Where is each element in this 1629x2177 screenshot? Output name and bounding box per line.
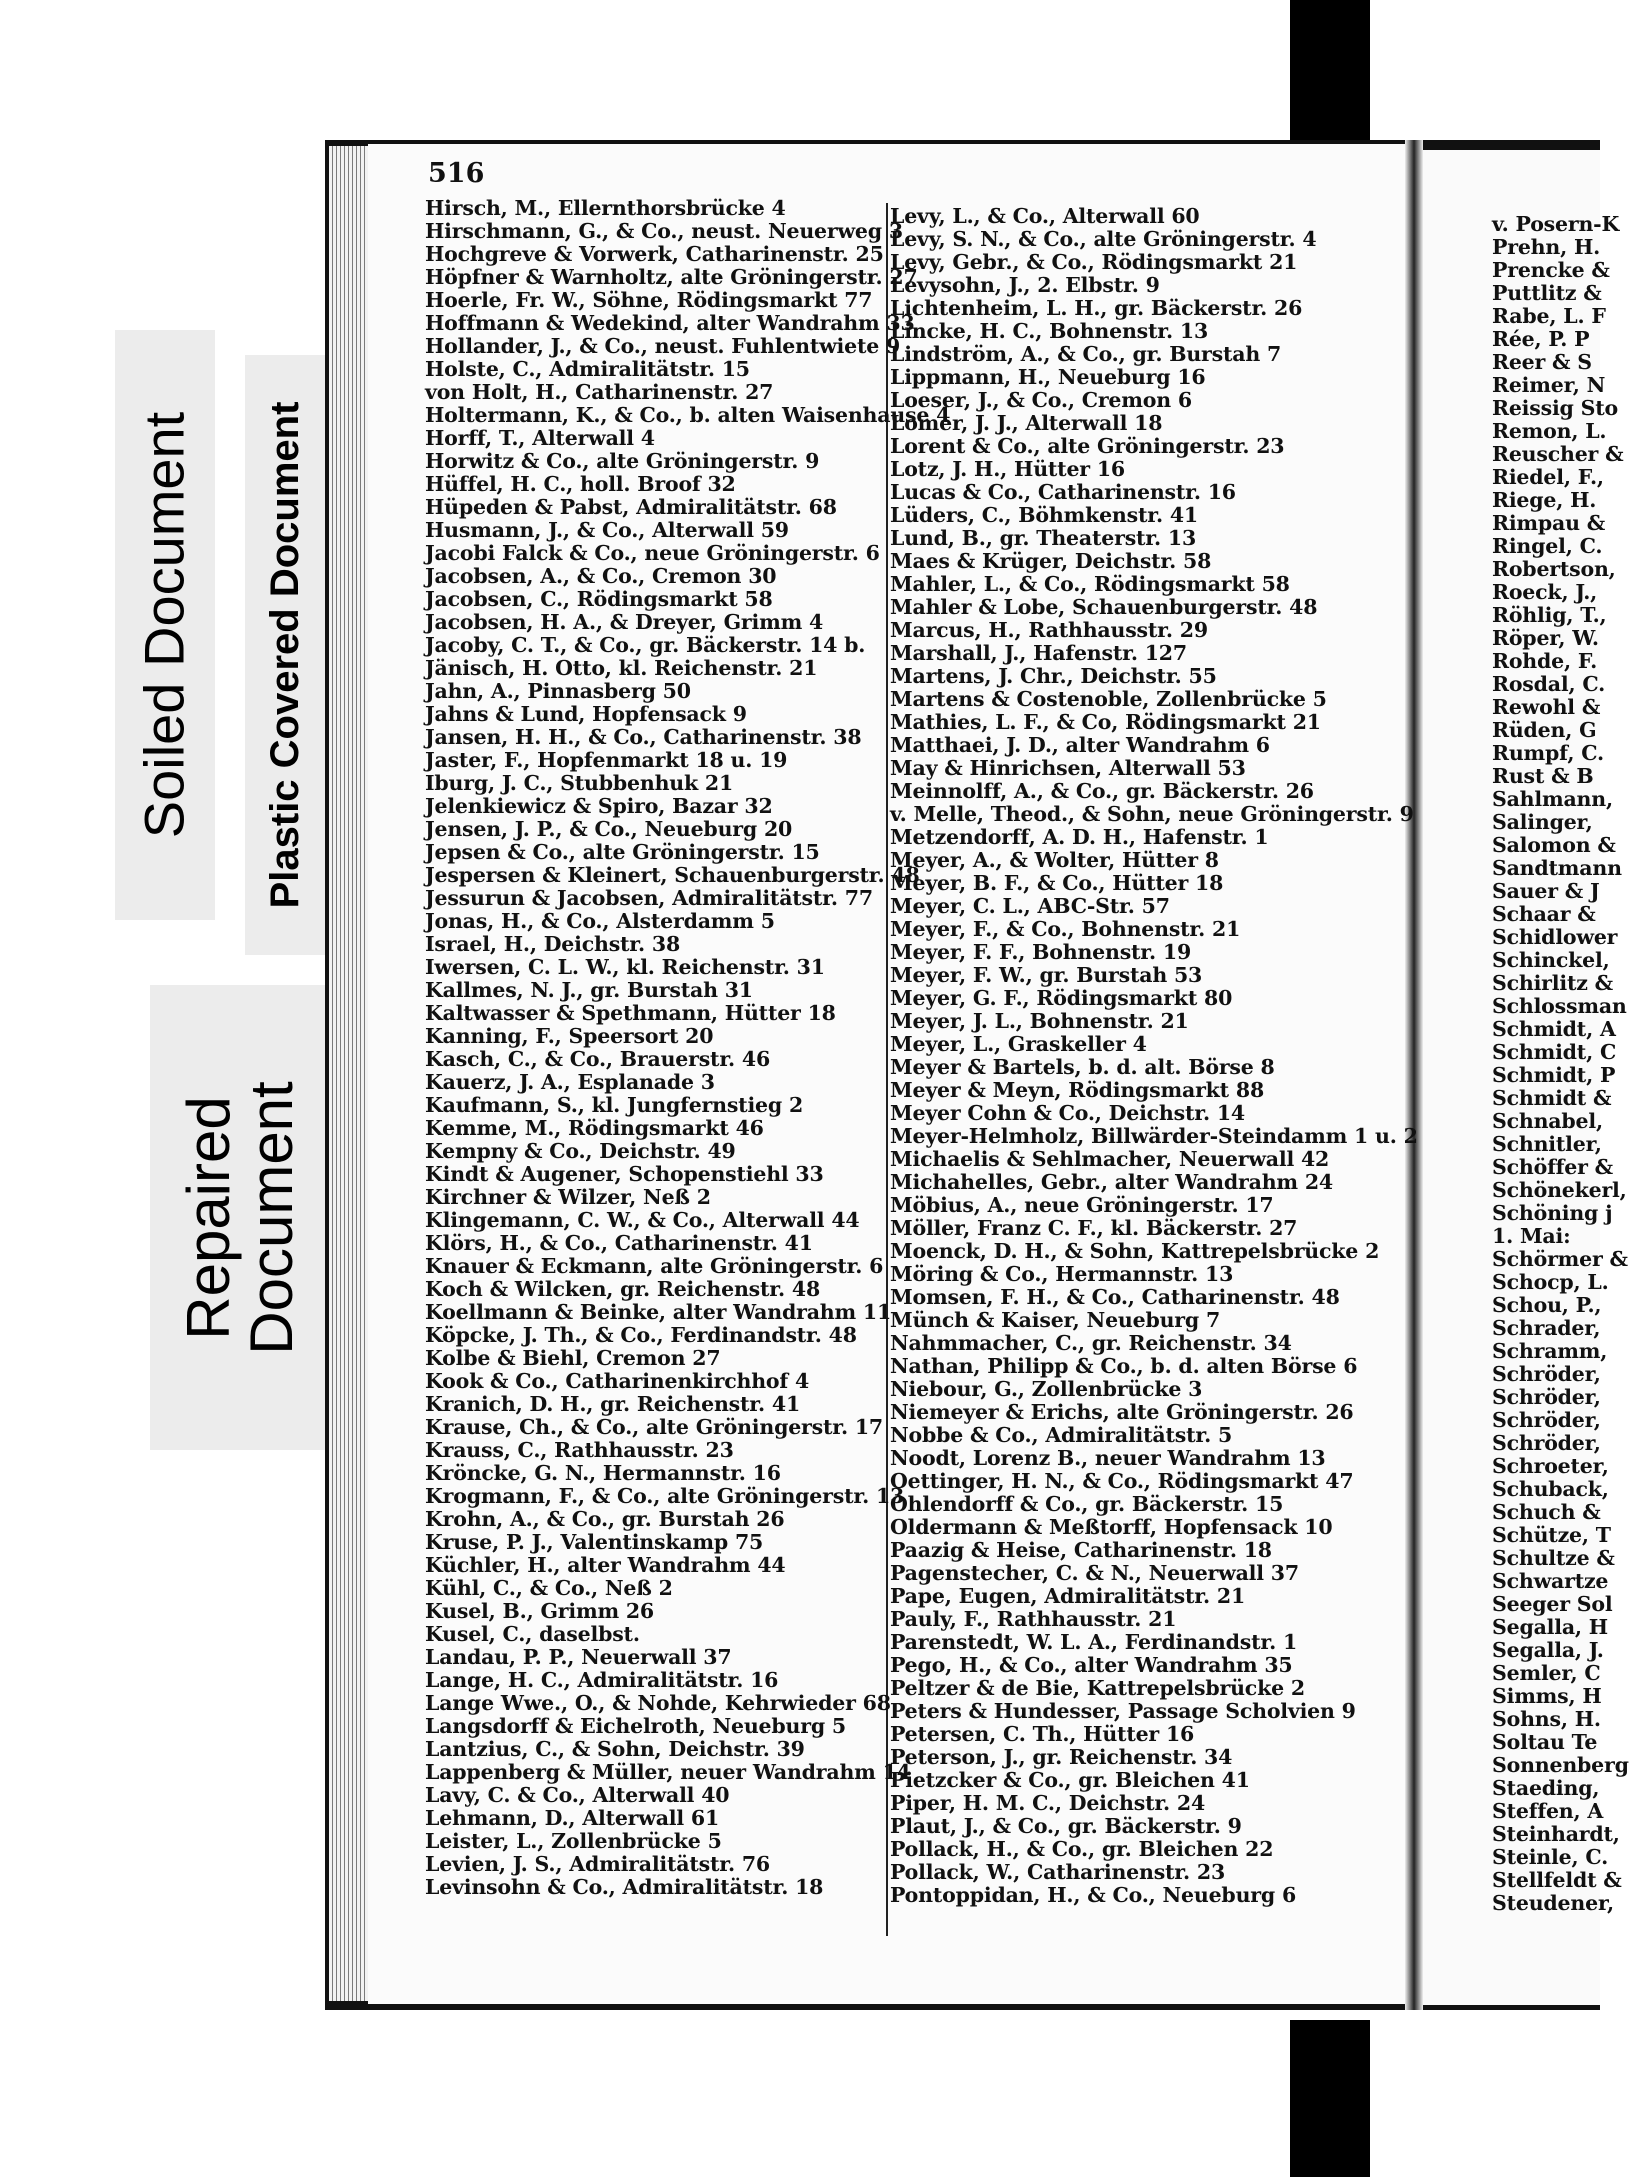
directory-entry: Meyer, C. L., ABC-Str. 57 <box>890 894 1170 918</box>
directory-entry: Schmidt & <box>1492 1086 1612 1110</box>
directory-entry: Kranich, D. H., gr. Reichenstr. 41 <box>425 1392 801 1416</box>
directory-entry: Koellmann & Beinke, alter Wandrahm 11 <box>425 1300 892 1324</box>
directory-entry: Nahmmacher, C., gr. Reichenstr. 34 <box>890 1331 1292 1355</box>
directory-entry: Schörmer & <box>1492 1247 1628 1271</box>
directory-entry: Jahn, A., Pinnasberg 50 <box>425 679 691 703</box>
directory-entry: Röhlig, T., <box>1492 603 1607 627</box>
directory-entry: Reissig Sto <box>1492 396 1618 420</box>
directory-entry: Ohlendorff & Co., gr. Bäckerstr. 15 <box>890 1492 1284 1516</box>
directory-entry: Schönekerl, <box>1492 1178 1627 1202</box>
directory-entry: Jacobsen, H. A., & Dreyer, Grimm 4 <box>425 610 824 634</box>
directory-entry: Sauer & J <box>1492 879 1600 903</box>
directory-entry: Lantzius, C., & Sohn, Deichstr. 39 <box>425 1737 805 1761</box>
directory-entry: Kruse, P. J., Valentinskamp 75 <box>425 1530 764 1554</box>
directory-entry: Meyer, J. L., Bohnenstr. 21 <box>890 1009 1189 1033</box>
directory-entry: Schramm, <box>1492 1339 1608 1363</box>
directory-entry: Schuch & <box>1492 1500 1601 1524</box>
directory-entry: Moenck, D. H., & Sohn, Kattrepelsbrücke 2 <box>890 1239 1380 1263</box>
directory-entry: Nathan, Philipp & Co., b. d. alten Börse 6 <box>890 1354 1358 1378</box>
plastic-covered-document-label <box>245 355 325 955</box>
directory-entry: Krohn, A., & Co., gr. Burstah 26 <box>425 1507 785 1531</box>
directory-entry: Jacobi Falck & Co., neue Gröningerstr. 6 <box>425 541 880 565</box>
directory-entry: Pontoppidan, H., & Co., Neueburg 6 <box>890 1883 1297 1907</box>
directory-entry: Möller, Franz C. F., kl. Bäckerstr. 27 <box>890 1216 1298 1240</box>
directory-entry: Nobbe & Co., Admiralitätstr. 5 <box>890 1423 1233 1447</box>
directory-entry: Remon, L. <box>1492 419 1607 443</box>
directory-entry: von Holt, H., Catharinenstr. 27 <box>425 380 774 404</box>
directory-entry: Kaufmann, S., kl. Jungfernstieg 2 <box>425 1093 804 1117</box>
directory-entry: Jänisch, H. Otto, kl. Reichenstr. 21 <box>425 656 818 680</box>
directory-entry: Schröder, <box>1492 1408 1601 1432</box>
directory-entry: Schöffer & <box>1492 1155 1613 1179</box>
directory-entry: Riedel, F., <box>1492 465 1604 489</box>
directory-entry: Münch & Kaiser, Neueburg 7 <box>890 1308 1221 1332</box>
directory-entry: Jelenkiewicz & Spiro, Bazar 32 <box>425 794 773 818</box>
directory-entry: Mahler & Lobe, Schauenburgerstr. 48 <box>890 595 1318 619</box>
directory-entry: Leister, L., Zollenbrücke 5 <box>425 1829 722 1853</box>
document-labels <box>0 0 330 2177</box>
directory-entry: Kusel, C., daselbst. <box>425 1622 640 1646</box>
directory-entry: Staeding, <box>1492 1776 1600 1800</box>
directory-entry: Matthaei, J. D., alter Wandrahm 6 <box>890 733 1270 757</box>
directory-entry: Steinle, C. <box>1492 1845 1609 1869</box>
directory-entry: Peters & Hundesser, Passage Scholvien 9 <box>890 1699 1356 1723</box>
page-number: 516 <box>428 158 485 189</box>
directory-entry: Levy, S. N., & Co., alte Gröningerstr. 4 <box>890 227 1317 251</box>
directory-entry: Hollander, J., & Co., neust. Fuhlentwiete 9 <box>425 334 901 358</box>
soiled-document-label <box>115 330 215 920</box>
directory-entry: Niemeyer & Erichs, alte Gröningerstr. 26 <box>890 1400 1354 1424</box>
directory-entry: Meyer, G. F., Rödingsmarkt 80 <box>890 986 1233 1010</box>
directory-entry: Lange Wwe., O., & Nohde, Kehrwieder 68 <box>425 1691 891 1715</box>
directory-entry: Segalla, H <box>1492 1615 1608 1639</box>
directory-entry: Jaster, F., Hopfenmarkt 18 u. 19 <box>425 748 788 772</box>
directory-entry: Möring & Co., Hermannstr. 13 <box>890 1262 1234 1286</box>
directory-entry: Jespersen & Kleinert, Schauenburgerstr. 48 <box>425 863 920 887</box>
directory-entry: Schocp, L. <box>1492 1270 1609 1294</box>
directory-entry: Martens, J. Chr., Deichstr. 55 <box>890 664 1217 688</box>
directory-entry: Schmidt, P <box>1492 1063 1616 1087</box>
directory-entry: Langsdorff & Eichelroth, Neueburg 5 <box>425 1714 846 1738</box>
directory-entry: Schultze & <box>1492 1546 1615 1570</box>
directory-entry: Oettinger, H. N., & Co., Rödingsmarkt 47 <box>890 1469 1354 1493</box>
directory-entry: Oldermann & Meßtorff, Hopfensack 10 <box>890 1515 1333 1539</box>
directory-entry: Jonas, H., & Co., Alsterdamm 5 <box>425 909 775 933</box>
directory-entry: Rust & B <box>1492 764 1594 788</box>
directory-entry: Hoerle, Fr. W., Söhne, Rödingsmarkt 77 <box>425 288 873 312</box>
directory-entry: Lorent & Co., alte Gröningerstr. 23 <box>890 434 1285 458</box>
directory-entry: Kindt & Augener, Schopenstiehl 33 <box>425 1162 824 1186</box>
directory-entry: Lüders, C., Böhmkenstr. 41 <box>890 503 1198 527</box>
directory-entry: Reuscher & <box>1492 442 1624 466</box>
directory-entry: Schröder, <box>1492 1431 1601 1455</box>
directory-entry: Krause, Ch., & Co., alte Gröningerstr. 17 <box>425 1415 883 1439</box>
directory-entry: Krogmann, F., & Co., alte Gröningerstr. 13 <box>425 1484 905 1508</box>
directory-entry: Meyer, F., & Co., Bohnenstr. 21 <box>890 917 1241 941</box>
directory-entry: May & Hinrichsen, Alterwall 53 <box>890 756 1246 780</box>
soiled-document-text: Soiled Document <box>132 411 196 839</box>
directory-entry: Michaelis & Sehlmacher, Neuerwall 42 <box>890 1147 1330 1171</box>
directory-entry: Kirchner & Wilzer, Neß 2 <box>425 1185 711 1209</box>
directory-entry: Horff, T., Alterwall 4 <box>425 426 655 450</box>
directory-entry: Pauly, F., Rathhausstr. 21 <box>890 1607 1177 1631</box>
directory-entry: Jahns & Lund, Hopfensack 9 <box>425 702 747 726</box>
directory-entry: Roeck, J., <box>1492 580 1598 604</box>
directory-entry: Jacobsen, A., & Co., Cremon 30 <box>425 564 777 588</box>
directory-entry: Schwartze <box>1492 1569 1609 1593</box>
directory-entry: Holste, C., Admiralitätstr. 15 <box>425 357 750 381</box>
directory-entry: Pollack, W., Catharinenstr. 23 <box>890 1860 1226 1884</box>
directory-entry: Levysohn, J., 2. Elbstr. 9 <box>890 273 1160 297</box>
directory-entry: Prencke & <box>1492 258 1610 282</box>
directory-entry: Riege, H. <box>1492 488 1597 512</box>
directory-entry: Kemme, M., Rödingsmarkt 46 <box>425 1116 764 1140</box>
directory-entry: Pego, H., & Co., alter Wandrahm 35 <box>890 1653 1293 1677</box>
binder-clip-bottom <box>1290 2020 1370 2177</box>
directory-entry: Meinnolff, A., & Co., gr. Bäckerstr. 26 <box>890 779 1314 803</box>
directory-entry: Hirschmann, G., & Co., neust. Neuerweg 3 <box>425 219 903 243</box>
directory-entry: Klörs, H., & Co., Catharinenstr. 41 <box>425 1231 813 1255</box>
directory-entry: Hoffmann & Wedekind, alter Wandrahm 33 <box>425 311 915 335</box>
page-edges <box>329 146 371 2001</box>
directory-entry: Pollack, H., & Co., gr. Bleichen 22 <box>890 1837 1274 1861</box>
directory-entry: Holtermann, K., & Co., b. alten Waisenhause 4 <box>425 403 951 427</box>
directory-entry: Hüpeden & Pabst, Admiralitätstr. 68 <box>425 495 837 519</box>
directory-entry: 1. Mai: <box>1492 1224 1571 1248</box>
directory-entry: Küchler, H., alter Wandrahm 44 <box>425 1553 786 1577</box>
directory-entry: Schinckel, <box>1492 948 1610 972</box>
directory-entry: Rüden, G <box>1492 718 1597 742</box>
directory-entry: Rumpf, C. <box>1492 741 1604 765</box>
directory-entry: Reimer, N <box>1492 373 1606 397</box>
directory-entry: Plaut, J., & Co., gr. Bäckerstr. 9 <box>890 1814 1242 1838</box>
directory-entry: Peltzer & de Bie, Kattrepelsbrücke 2 <box>890 1676 1305 1700</box>
directory-entry: Pape, Eugen, Admiralitätstr. 21 <box>890 1584 1246 1608</box>
directory-entry: v. Melle, Theod., & Sohn, neue Gröningerstr. 9 <box>890 802 1414 826</box>
directory-entry: Lavy, C. & Co., Alterwall 40 <box>425 1783 730 1807</box>
directory-entry: Martens & Costenoble, Zollenbrücke 5 <box>890 687 1327 711</box>
directory-entry: Steinhardt, <box>1492 1822 1620 1846</box>
directory-entry: Metzendorff, A. D. H., Hafenstr. 1 <box>890 825 1269 849</box>
directory-entry: Piper, H. M. C., Deichstr. 24 <box>890 1791 1206 1815</box>
directory-entry: Kaltwasser & Spethmann, Hütter 18 <box>425 1001 836 1025</box>
directory-entry: Salomon & <box>1492 833 1616 857</box>
directory-entry: Kolbe & Biehl, Cremon 27 <box>425 1346 721 1370</box>
directory-entry: Prehn, H. <box>1492 235 1601 259</box>
directory-entry: Michahelles, Gebr., alter Wandrahm 24 <box>890 1170 1333 1194</box>
directory-entry: Iwersen, C. L. W., kl. Reichenstr. 31 <box>425 955 825 979</box>
directory-entry: Lucas & Co., Catharinenstr. 16 <box>890 480 1236 504</box>
directory-entry: Pagenstecher, C. & N., Neuerwall 37 <box>890 1561 1299 1585</box>
directory-entry: Schöning j <box>1492 1201 1613 1225</box>
directory-entry: Levy, Gebr., & Co., Rödingsmarkt 21 <box>890 250 1298 274</box>
directory-entry: Jacobsen, C., Rödingsmarkt 58 <box>425 587 773 611</box>
directory-entry: Jepsen & Co., alte Gröningerstr. 15 <box>425 840 820 864</box>
directory-entry: Lund, B., gr. Theaterstr. 13 <box>890 526 1197 550</box>
directory-entry: Höpfner & Warnholtz, alte Gröningerstr. 27 <box>425 265 918 289</box>
directory-entry: Mathies, L. F., & Co, Rödingsmarkt 21 <box>890 710 1321 734</box>
directory-entry: Rewohl & <box>1492 695 1601 719</box>
directory-entry: Noodt, Lorenz B., neuer Wandrahm 13 <box>890 1446 1326 1470</box>
directory-entry: Steudener, <box>1492 1891 1614 1915</box>
directory-entry: Rée, P. P <box>1492 327 1590 351</box>
directory-entry: Schnitler, <box>1492 1132 1602 1156</box>
directory-entry: Lomer, J. J., Alterwall 18 <box>890 411 1163 435</box>
directory-entry: Petersen, C. Th., Hütter 16 <box>890 1722 1195 1746</box>
directory-entry: Meyer, F. F., Bohnenstr. 19 <box>890 940 1192 964</box>
directory-entry: Hirsch, M., Ellernthorsbrücke 4 <box>425 196 786 220</box>
directory-entry: Robertson, <box>1492 557 1616 581</box>
directory-entry: v. Posern-K <box>1492 212 1620 236</box>
directory-entry: Levien, J. S., Admiralitätstr. 76 <box>425 1852 770 1876</box>
directory-entry: Niebour, G., Zollenbrücke 3 <box>890 1377 1203 1401</box>
directory-entry: Schirlitz & <box>1492 971 1613 995</box>
directory-entry: Möbius, A., neue Gröningerstr. 17 <box>890 1193 1274 1217</box>
directory-entry: Hüffel, H. C., holl. Broof 32 <box>425 472 736 496</box>
directory-entry: Lotz, J. H., Hütter 16 <box>890 457 1125 481</box>
directory-entry: Husmann, J., & Co., Alterwall 59 <box>425 518 789 542</box>
directory-entry: Lange, H. C., Admiralitätstr. 16 <box>425 1668 779 1692</box>
directory-entry: Puttlitz & <box>1492 281 1602 305</box>
directory-entry: Sohns, H. <box>1492 1707 1601 1731</box>
directory-entry: Rohde, F. <box>1492 649 1598 673</box>
directory-entry: Iburg, J. C., Stubbenhuk 21 <box>425 771 734 795</box>
directory-entry: Stellfeldt & <box>1492 1868 1622 1892</box>
directory-entry: Pietzcker & Co., gr. Bleichen 41 <box>890 1768 1250 1792</box>
directory-entry: Meyer-Helmholz, Billwärder-Steindamm 1 u. 2 <box>890 1124 1418 1148</box>
directory-entry: Klingemann, C. W., & Co., Alterwall 44 <box>425 1208 860 1232</box>
directory-entry: Sahlmann, <box>1492 787 1613 811</box>
directory-entry: Kauerz, J. A., Esplanade 3 <box>425 1070 715 1094</box>
directory-entry: Schlossman <box>1492 994 1627 1018</box>
directory-entry: Meyer, F. W., gr. Burstah 53 <box>890 963 1203 987</box>
directory-entry: Momsen, F. H., & Co., Catharinenstr. 48 <box>890 1285 1340 1309</box>
directory-entry: Schrader, <box>1492 1316 1601 1340</box>
directory-entry: Rosdal, C. <box>1492 672 1606 696</box>
directory-entry: Kempny & Co., Deichstr. 49 <box>425 1139 736 1163</box>
directory-entry: Levy, L., & Co., Alterwall 60 <box>890 204 1200 228</box>
directory-entry: Hochgreve & Vorwerk, Catharinenstr. 25 <box>425 242 884 266</box>
directory-entry: Meyer Cohn & Co., Deichstr. 14 <box>890 1101 1245 1125</box>
directory-entry: Meyer, B. F., & Co., Hütter 18 <box>890 871 1224 895</box>
directory-entry: Maes & Krüger, Deichstr. 58 <box>890 549 1212 573</box>
directory-entry: Schmidt, A <box>1492 1017 1616 1041</box>
directory-entry: Schou, P., <box>1492 1293 1602 1317</box>
directory-entry: Schnabel, <box>1492 1109 1603 1133</box>
directory-column-3 <box>1492 213 1629 1915</box>
directory-entry: Kühl, C., & Co., Neß 2 <box>425 1576 673 1600</box>
plastic-covered-document-text: Plastic Covered Document <box>263 401 307 909</box>
directory-entry: Jessurun & Jacobsen, Admiralitätstr. 77 <box>425 886 873 910</box>
directory-entry: Segalla, J. <box>1492 1638 1604 1662</box>
directory-entry: Schröder, <box>1492 1362 1601 1386</box>
directory-entry: Mahler, L., & Co., Rödingsmarkt 58 <box>890 572 1290 596</box>
directory-column-1 <box>425 197 950 1899</box>
directory-entry: Peterson, J., gr. Reichenstr. 34 <box>890 1745 1233 1769</box>
directory-entry: Kanning, F., Speersort 20 <box>425 1024 714 1048</box>
directory-entry: Schröder, <box>1492 1385 1601 1409</box>
directory-entry: Jansen, H. H., & Co., Catharinenstr. 38 <box>425 725 862 749</box>
directory-entry: Parenstedt, W. L. A., Ferdinandstr. 1 <box>890 1630 1298 1654</box>
directory-entry: Soltau Te <box>1492 1730 1598 1754</box>
directory-entry: Jensen, J. P., & Co., Neueburg 20 <box>425 817 793 841</box>
directory-entry: Lindström, A., & Co., gr. Burstah 7 <box>890 342 1282 366</box>
directory-entry: Meyer & Meyn, Rödingsmarkt 88 <box>890 1078 1265 1102</box>
directory-entry: Steffen, A <box>1492 1799 1604 1823</box>
directory-entry: Kusel, B., Grimm 26 <box>425 1599 654 1623</box>
directory-entry: Schuback, <box>1492 1477 1609 1501</box>
directory-entry: Lippmann, H., Neueburg 16 <box>890 365 1206 389</box>
repaired-document-label <box>150 985 330 1450</box>
directory-entry: Horwitz & Co., alte Gröningerstr. 9 <box>425 449 820 473</box>
directory-column-2 <box>890 205 1418 1907</box>
directory-entry: Kasch, C., & Co., Brauerstr. 46 <box>425 1047 771 1071</box>
directory-entry: Israel, H., Deichstr. 38 <box>425 932 681 956</box>
directory-entry: Kallmes, N. J., gr. Burstah 31 <box>425 978 753 1002</box>
directory-entry: Lincke, H. C., Bohnenstr. 13 <box>890 319 1209 343</box>
directory-entry: Lichtenheim, L. H., gr. Bäckerstr. 26 <box>890 296 1303 320</box>
directory-entry: Loeser, J., & Co., Cremon 6 <box>890 388 1192 412</box>
directory-entry: Paazig & Heise, Catharinenstr. 18 <box>890 1538 1272 1562</box>
directory-entry: Schütze, T <box>1492 1523 1611 1547</box>
directory-entry: Simms, H <box>1492 1684 1602 1708</box>
directory-entry: Reer & S <box>1492 350 1592 374</box>
directory-entry: Koch & Wilcken, gr. Reichenstr. 48 <box>425 1277 821 1301</box>
directory-entry: Schaar & <box>1492 902 1596 926</box>
directory-entry: Sandtmann <box>1492 856 1622 880</box>
directory-entry: Lehmann, D., Alterwall 61 <box>425 1806 720 1830</box>
directory-entry: Knauer & Eckmann, alte Gröningerstr. 6 <box>425 1254 884 1278</box>
directory-entry: Jacoby, C. T., & Co., gr. Bäckerstr. 14 b. <box>425 633 866 657</box>
directory-entry: Semler, C <box>1492 1661 1601 1685</box>
directory-entry: Levinsohn & Co., Admiralitätstr. 18 <box>425 1875 824 1899</box>
directory-entry: Kröncke, G. N., Hermannstr. 16 <box>425 1461 781 1485</box>
directory-entry: Köpcke, J. Th., & Co., Ferdinandstr. 48 <box>425 1323 857 1347</box>
directory-entry: Rabe, L. F <box>1492 304 1606 328</box>
directory-entry: Ringel, C. <box>1492 534 1603 558</box>
directory-entry: Marshall, J., Hafenstr. 127 <box>890 641 1187 665</box>
directory-entry: Seeger Sol <box>1492 1592 1613 1616</box>
directory-entry: Schmidt, C <box>1492 1040 1617 1064</box>
directory-entry: Meyer, L., Graskeller 4 <box>890 1032 1147 1056</box>
directory-entry: Marcus, H., Rathhausstr. 29 <box>890 618 1208 642</box>
directory-entry: Rimpau & <box>1492 511 1606 535</box>
directory-entry: Meyer, A., & Wolter, Hütter 8 <box>890 848 1219 872</box>
directory-entry: Landau, P. P., Neuerwall 37 <box>425 1645 732 1669</box>
directory-entry: Schidlower <box>1492 925 1618 949</box>
directory-entry: Meyer & Bartels, b. d. alt. Börse 8 <box>890 1055 1275 1079</box>
directory-entry: Schroeter, <box>1492 1454 1609 1478</box>
directory-entry: Kook & Co., Catharinenkirchhof 4 <box>425 1369 810 1393</box>
repaired-document-text: Repaired Document <box>175 1080 305 1355</box>
directory-entry: Lappenberg & Müller, neuer Wandrahm 14 <box>425 1760 911 1784</box>
directory-entry: Röper, W. <box>1492 626 1599 650</box>
directory-entry: Sonnenberg <box>1492 1753 1629 1777</box>
directory-entry: Krauss, C., Rathhausstr. 23 <box>425 1438 734 1462</box>
directory-entry: Salinger, <box>1492 810 1593 834</box>
